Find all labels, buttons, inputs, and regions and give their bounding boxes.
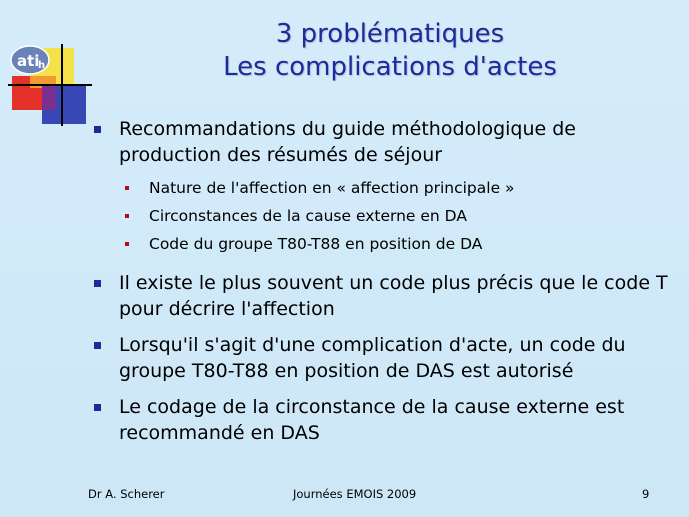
square-bullet-icon [94, 280, 101, 287]
sub-bullet-list [92, 178, 672, 254]
bullet-text: Le codage de la circonstance de la cause externe est recommandé en DAS [119, 396, 625, 444]
small-square-bullet-icon [125, 242, 129, 246]
logo-purple-overlap [42, 84, 56, 110]
small-square-bullet-icon [125, 186, 129, 190]
square-bullet-icon [94, 342, 101, 349]
bullet-text: Lorsqu'il s'agit d'une complication d'acte, un code du groupe T80-T88 en position de DAS est autorisé [119, 334, 626, 382]
bullet-item [92, 116, 672, 168]
bullet-item [92, 332, 672, 384]
sub-bullet-item [122, 234, 672, 254]
square-bullet-icon [94, 126, 101, 133]
bullet-item [92, 394, 672, 446]
small-square-bullet-icon [125, 214, 129, 218]
logo-horizontal-line [8, 84, 92, 86]
atih-logo [8, 38, 98, 128]
sub-bullet-item [122, 206, 672, 226]
title-line-1: 3 problématiques [275, 19, 505, 49]
bullet-item [92, 270, 672, 322]
square-bullet-icon [94, 404, 101, 411]
slide-title [140, 18, 640, 84]
title-line-2: Les complications d'actes [223, 52, 557, 82]
footer-page-number: 9 [642, 487, 650, 501]
logo-text: ati [17, 52, 40, 70]
slide-content [92, 116, 672, 456]
atih-logo-graphic [8, 38, 98, 128]
logo-text-h: h [38, 60, 46, 71]
bullet-text: Recommandations du guide méthodologique de production des résumés de séjour [119, 118, 576, 166]
sub-bullet-item [122, 178, 672, 198]
footer-author: Dr A. Scherer [88, 487, 165, 501]
sub-bullet-text: Nature de l'affection en « affection principale » [149, 179, 515, 197]
footer-event: Journées EMOIS 2009 [293, 487, 417, 501]
bullet-text: Il existe le plus souvent un code plus précis que le code T pour décrire l'affection [119, 272, 668, 320]
sub-bullet-text: Circonstances de la cause externe en DA [149, 207, 467, 225]
sub-bullet-text: Code du groupe T80-T88 en position de DA [149, 235, 483, 253]
